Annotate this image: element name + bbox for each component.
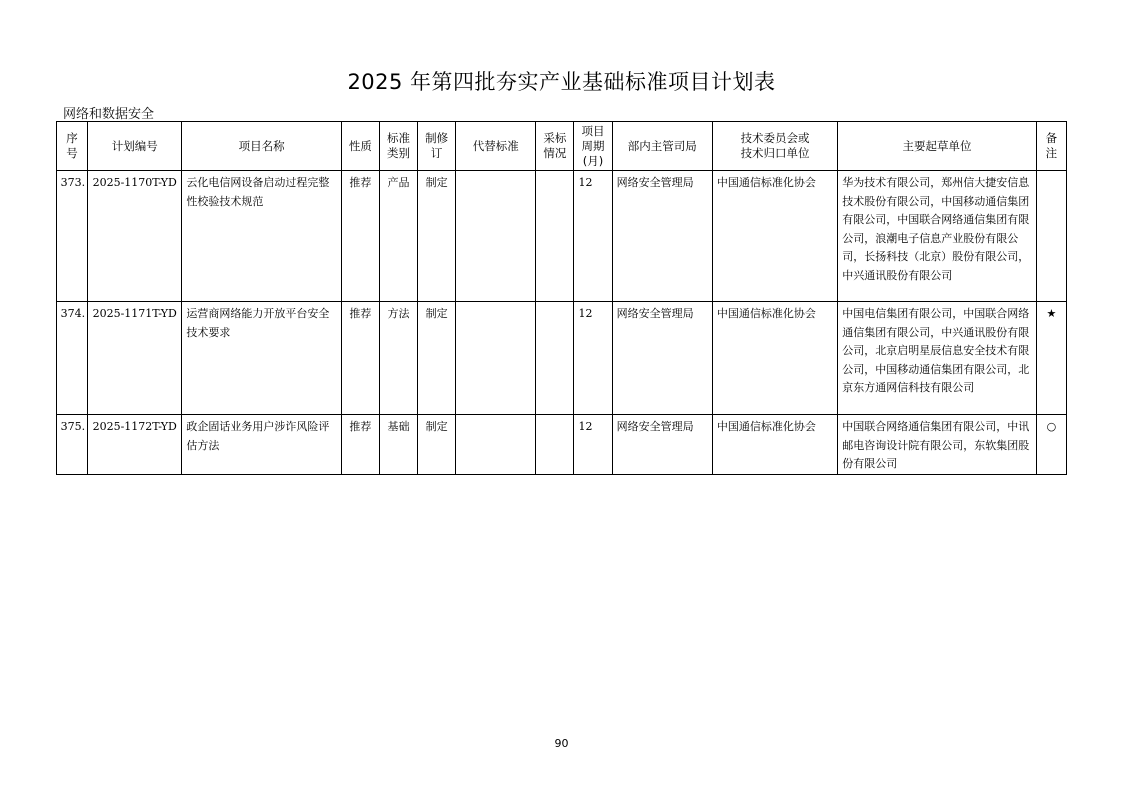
cell-period: 12 xyxy=(574,415,612,475)
cell-adopt xyxy=(536,302,574,415)
table-row xyxy=(57,415,1067,475)
table-row xyxy=(57,171,1067,302)
table-header-row xyxy=(57,122,1067,171)
page-title: 2025 年第四批夯实产业基础标准项目计划表 xyxy=(347,70,776,94)
cell-dept: 网络安全管理局 xyxy=(612,302,712,415)
cell-name: 云化电信网设备启动过程完整性校验技术规范 xyxy=(182,171,341,302)
cell-replace xyxy=(456,171,536,302)
page-number: 90 xyxy=(554,737,569,750)
cell-committee: 中国通信标准化协会 xyxy=(712,415,837,475)
cell-adopt xyxy=(536,415,574,475)
cell-nature: 推荐 xyxy=(341,302,379,415)
header-adopt: 采标情况 xyxy=(536,122,574,171)
header-replace: 代替标准 xyxy=(456,122,536,171)
header-remark: 备注 xyxy=(1036,122,1066,171)
cell-category: 基础 xyxy=(379,415,417,475)
cell-dept: 网络安全管理局 xyxy=(612,171,712,302)
cell-remark-circle-icon: ○ xyxy=(1036,415,1066,475)
cell-plan-no: 2025-1171T-YD xyxy=(88,302,182,415)
cell-drafters: 华为技术有限公司，郑州信大捷安信息技术股份有限公司，中国移动通信集团有限公司，中国联合网络通信集团有限公司，浪潮电子信息产业股份有限公司，长扬科技（北京）股份有限公司，中兴通讯股份有限公司 xyxy=(838,171,1037,302)
header-nature: 性质 xyxy=(341,122,379,171)
cell-nature: 推荐 xyxy=(341,171,379,302)
header-name: 项目名称 xyxy=(182,122,341,171)
cell-seq: 375. xyxy=(57,415,88,475)
cell-period: 12 xyxy=(574,302,612,415)
cell-replace xyxy=(456,302,536,415)
cell-plan-no: 2025-1172T-YD xyxy=(88,415,182,475)
section-heading: 网络和数据安全 xyxy=(63,107,155,122)
header-revise: 制修订 xyxy=(418,122,456,171)
cell-revise: 制定 xyxy=(418,302,456,415)
standards-plan-table xyxy=(56,121,1067,475)
header-drafters: 主要起草单位 xyxy=(838,122,1037,171)
header-plan-no: 计划编号 xyxy=(88,122,182,171)
cell-plan-no: 2025-1170T-YD xyxy=(88,171,182,302)
cell-adopt xyxy=(536,171,574,302)
cell-drafters: 中国联合网络通信集团有限公司，中讯邮电咨询设计院有限公司，东软集团股份有限公司 xyxy=(838,415,1037,475)
cell-name: 运营商网络能力开放平台安全技术要求 xyxy=(182,302,341,415)
header-committee: 技术委员会或技术归口单位 xyxy=(712,122,837,171)
cell-replace xyxy=(456,415,536,475)
cell-remark xyxy=(1036,171,1066,302)
header-dept: 部内主管司局 xyxy=(612,122,712,171)
cell-period: 12 xyxy=(574,171,612,302)
cell-drafters: 中国电信集团有限公司，中国联合网络通信集团有限公司，中兴通讯股份有限公司，北京启明星辰信息安全技术有限公司，中国移动通信集团有限公司，北京东方通网信科技有限公司 xyxy=(838,302,1037,415)
header-seq: 序号 xyxy=(57,122,88,171)
cell-category: 方法 xyxy=(379,302,417,415)
table-row xyxy=(57,302,1067,415)
cell-revise: 制定 xyxy=(418,415,456,475)
header-period: 项目周期(月) xyxy=(574,122,612,171)
cell-nature: 推荐 xyxy=(341,415,379,475)
cell-committee: 中国通信标准化协会 xyxy=(712,171,837,302)
cell-committee: 中国通信标准化协会 xyxy=(712,302,837,415)
cell-remark-star-icon: ★ xyxy=(1036,302,1066,415)
cell-dept: 网络安全管理局 xyxy=(612,415,712,475)
cell-seq: 373. xyxy=(57,171,88,302)
cell-category: 产品 xyxy=(379,171,417,302)
cell-seq: 374. xyxy=(57,302,88,415)
cell-revise: 制定 xyxy=(418,171,456,302)
header-category: 标准类别 xyxy=(379,122,417,171)
cell-name: 政企固话业务用户涉诈风险评估方法 xyxy=(182,415,341,475)
